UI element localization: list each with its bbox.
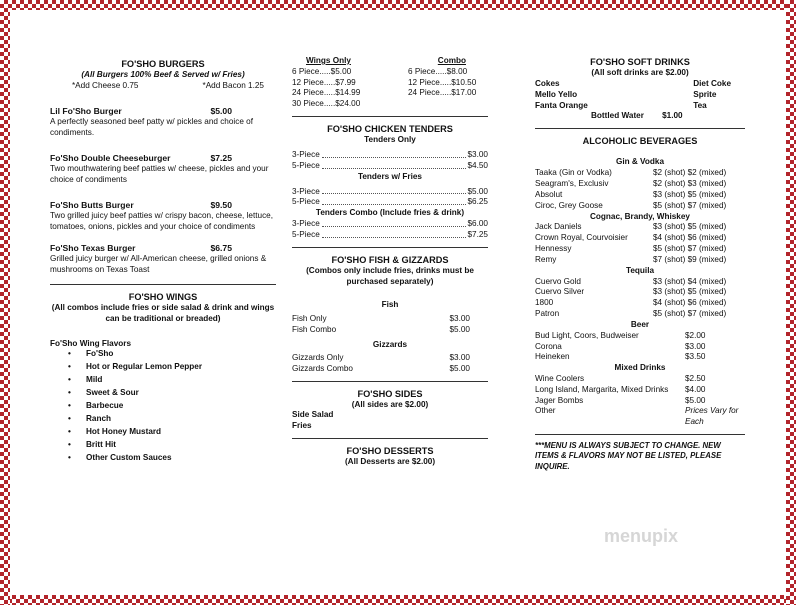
- burger-price: $5.00: [210, 105, 232, 116]
- burger-desc: Grilled juicy burger w/ All-American cheese, grilled onions & mushrooms on Texas Toast: [50, 254, 267, 274]
- row-label: Remy: [535, 254, 557, 264]
- wings-only-cell: 6 Piece.....$5.00: [292, 66, 352, 76]
- row-label: Other: [535, 406, 556, 416]
- table-row: [535, 244, 745, 255]
- row-price: $2.00: [685, 330, 706, 340]
- table-row: [292, 187, 488, 198]
- burger-item: [50, 106, 276, 139]
- list-item: • Barbecue: [60, 401, 276, 414]
- table-row: [292, 150, 488, 161]
- row-label: 1800: [535, 298, 554, 308]
- alcohol-section-name: Beer: [630, 319, 650, 329]
- table-row: [292, 161, 488, 172]
- table-row: [292, 99, 488, 110]
- table-row: [535, 374, 745, 385]
- row-label: Ciroc, Grey Goose: [535, 200, 603, 210]
- row-label: 5-Piece: [292, 160, 320, 170]
- row-label: Fish Only: [292, 314, 327, 324]
- fish-title: FO'SHO FISH & GIZZARDS: [331, 254, 449, 265]
- burger-desc: A perfectly seasoned beef patty w/ pickles and choice of condiments.: [50, 117, 253, 137]
- row-price: $2.50: [685, 373, 706, 383]
- row-label: 3-Piece: [292, 150, 320, 160]
- list-item: Mello Yello: [535, 89, 578, 99]
- row-price: $7 (shot) $9 (mixed): [653, 254, 727, 264]
- sides-subtitle: (All sides are $2.00): [351, 399, 429, 409]
- row-label: Crown Royal, Courvoisier: [535, 233, 628, 243]
- table-row: [292, 88, 488, 99]
- bottled-water: Bottled Water: [591, 111, 644, 121]
- checkered-border-bottom: [0, 595, 796, 605]
- list-item: • Hot Honey Mustard: [60, 427, 276, 440]
- table-row: [292, 230, 488, 241]
- add-cheese: *Add Cheese 0.75: [72, 80, 139, 90]
- divider: [535, 128, 745, 129]
- row-label: Gizzards Only: [292, 352, 344, 362]
- burger-item: [50, 243, 276, 276]
- row-label: Corona: [535, 341, 562, 351]
- sides-title: FO'SHO SIDES: [357, 388, 423, 399]
- row-price: $3.00: [685, 341, 706, 351]
- table-row: [535, 233, 745, 244]
- table-row: [292, 67, 488, 78]
- wing-price-table: [292, 67, 488, 110]
- row-label: Heineken: [535, 352, 570, 362]
- table-row: [535, 309, 745, 320]
- row-label: Patron: [535, 309, 560, 319]
- wings-only-cell: 30 Piece.....$24.00: [292, 99, 361, 109]
- column-left: [50, 14, 276, 466]
- list-item: Side Salad: [292, 410, 334, 420]
- checkered-border-left: [0, 0, 10, 605]
- row-price: $5.00: [449, 325, 470, 335]
- divider: [50, 284, 276, 285]
- table-row: [535, 255, 745, 266]
- bottled-water-row: [535, 111, 745, 122]
- wing-flavors-list: [60, 349, 276, 466]
- divider: [292, 116, 488, 117]
- combo-cell: 12 Piece.....$10.50: [408, 77, 477, 87]
- alcohol-section-name: Tequila: [625, 265, 655, 275]
- wings-only-header: Wings Only: [306, 56, 351, 65]
- row-label: Seagram's, Exclusiv: [535, 179, 609, 189]
- row-label: Hennessy: [535, 244, 572, 254]
- divider: [535, 434, 745, 435]
- tenders-group-name: Tenders w/ Fries: [357, 171, 422, 181]
- list-item: Sprite: [693, 89, 717, 99]
- soft-drinks-subtitle: (All soft drinks are $2.00): [591, 68, 689, 78]
- row-price: $3 (shot) $4 (mixed): [653, 276, 727, 286]
- table-row: [535, 406, 745, 428]
- row-price: $5 (shot) $7 (mixed): [653, 200, 727, 210]
- divider: [292, 247, 488, 248]
- list-item: Tea: [693, 100, 707, 110]
- row-price: $4.50: [467, 160, 488, 170]
- table-row: [535, 396, 745, 407]
- table-row: [535, 298, 745, 309]
- row-price: $3.00: [449, 352, 470, 362]
- row-price: $2 (shot) $2 (mixed): [653, 168, 727, 178]
- row-price: $5.00: [685, 395, 706, 405]
- desserts-title: FO'SHO DESSERTS: [346, 446, 434, 457]
- table-row: [292, 325, 488, 336]
- row-price: $3 (shot) $5 (mixed): [653, 287, 727, 297]
- alcohol-section-name: Gin & Vodka: [615, 157, 665, 167]
- row-label: Cuervo Silver: [535, 287, 585, 297]
- table-row: [292, 219, 488, 230]
- burgers-subtitle: (All Burgers 100% Beef & Served w/ Fries): [81, 70, 245, 80]
- wings-only-cell: 12 Piece.....$7.99: [292, 77, 356, 87]
- tenders-title: FO'SHO CHICKEN TENDERS: [327, 124, 453, 135]
- combo-cell: [390, 99, 488, 110]
- list-item: • Other Custom Sauces: [60, 453, 276, 466]
- row-label: Bud Light, Coors, Budweiser: [535, 330, 639, 340]
- burger-desc: Two grilled juicy beef patties w/ crispy bacon, cheese, lettuce, tomatoes, onions, pickles and your choice of condiments: [50, 211, 273, 231]
- table-row: [535, 352, 745, 363]
- row-label: 3-Piece: [292, 186, 320, 196]
- row-label: 3-Piece: [292, 219, 320, 229]
- burger-item: [50, 200, 276, 233]
- tenders-group-name: Tenders Combo (Include fries & drink): [315, 208, 465, 218]
- combo-header: Combo: [437, 56, 466, 65]
- table-row: [292, 197, 488, 208]
- row-price: $5.00: [467, 186, 488, 196]
- menu-notice: ***MENU IS ALWAYS SUBJECT TO CHANGE. NEW ITEMS & FLAVORS MAY NOT BE LISTED, PLEASE INQUIRE.: [535, 441, 722, 471]
- burger-price: $7.25: [210, 152, 232, 163]
- table-row: [535, 385, 745, 396]
- row-price: $4.00: [685, 384, 706, 394]
- bottled-water-price: $1.00: [662, 111, 683, 121]
- burger-name: Fo'Sho Texas Burger: [50, 242, 136, 253]
- row-label: Gizzards Combo: [292, 363, 353, 373]
- row-price: $5 (shot) $7 (mixed): [653, 309, 727, 319]
- burger-name: Fo'Sho Butts Burger: [50, 199, 134, 210]
- table-row: [292, 78, 488, 89]
- burger-price: $6.75: [210, 242, 232, 253]
- combo-cell: 24 Piece.....$17.00: [408, 88, 477, 98]
- row-label: Taaka (Gin or Vodka): [535, 168, 612, 178]
- row-label: Long Island, Margarita, Mixed Drinks: [535, 384, 669, 394]
- row-price: $4 (shot) $6 (mixed): [653, 298, 727, 308]
- list-item: Diet Coke: [693, 78, 731, 88]
- list-item: Cokes: [535, 78, 560, 88]
- row-price: $3 (shot) $5 (mixed): [653, 189, 727, 199]
- wing-price-headers: [292, 56, 488, 67]
- row-label: Jager Bombs: [535, 395, 584, 405]
- burger-item: [50, 153, 276, 186]
- wings-title: FO'SHO WINGS: [128, 291, 198, 302]
- wing-flavors-title: Fo'Sho Wing Flavors: [50, 338, 132, 348]
- table-row: [535, 201, 745, 212]
- row-price: $3.50: [685, 352, 706, 362]
- table-row: [535, 331, 745, 342]
- list-item: • Ranch: [60, 414, 276, 427]
- checkered-border-top: [0, 0, 796, 10]
- divider: [292, 381, 488, 382]
- gizzards-header: Gizzards: [372, 340, 408, 350]
- list-item: • Britt Hit: [60, 440, 276, 453]
- row-price: $6.00: [467, 219, 488, 229]
- alcohol-section-name: Cognac, Brandy, Whiskey: [590, 211, 690, 221]
- row-label: Cuervo Gold: [535, 276, 581, 286]
- table-row: [535, 222, 745, 233]
- alcohol-title: ALCOHOLIC BEVERAGES: [582, 136, 698, 147]
- burgers-title: FO'SHO BURGERS: [121, 59, 205, 69]
- row-price: $2 (shot) $3 (mixed): [653, 179, 727, 189]
- burger-name: Lil Fo'Sho Burger: [50, 105, 122, 116]
- row-price: $7.25: [467, 229, 488, 239]
- table-row: [535, 277, 745, 288]
- row-label: Fish Combo: [292, 325, 337, 335]
- row-price: $5 (shot) $7 (mixed): [653, 244, 727, 254]
- tenders-group-name: Tenders Only: [364, 135, 416, 145]
- list-item: • Sweet & Sour: [60, 388, 276, 401]
- list-item: Fanta Orange: [535, 100, 588, 110]
- table-row: [535, 287, 745, 298]
- table-row: [535, 190, 745, 201]
- list-item: Fries: [292, 421, 312, 431]
- table-row: [535, 342, 745, 353]
- combo-cell: 6 Piece.....$8.00: [408, 66, 468, 76]
- list-item: • Hot or Regular Lemon Pepper: [60, 362, 276, 375]
- fish-subtitle: (Combos only include fries, drinks must be purchased separately): [306, 265, 474, 286]
- row-label: Jack Daniels: [535, 222, 582, 232]
- row-price: $3.00: [467, 150, 488, 160]
- list-item: • Fo'Sho: [60, 349, 276, 362]
- row-price: $3 (shot) $5 (mixed): [653, 222, 727, 232]
- add-bacon: *Add Bacon 1.25: [202, 80, 264, 90]
- list-item: • Mild: [60, 375, 276, 388]
- divider: [292, 438, 488, 439]
- row-label: 5-Piece: [292, 197, 320, 207]
- column-middle: [292, 14, 488, 468]
- fish-header: Fish: [381, 299, 399, 309]
- row-label: 5-Piece: [292, 229, 320, 239]
- table-row: [292, 353, 488, 364]
- checkered-border-right: [786, 0, 796, 605]
- table-row: [535, 179, 745, 190]
- menupix-watermark: menupix: [603, 526, 678, 546]
- row-price: Prices Vary for Each: [685, 406, 739, 427]
- table-row: [292, 314, 488, 325]
- table-row: [292, 364, 488, 375]
- row-price: $3.00: [449, 314, 470, 324]
- column-right: [535, 14, 745, 472]
- desserts-subtitle: (All Desserts are $2.00): [344, 457, 436, 467]
- row-label: Wine Coolers: [535, 373, 585, 383]
- table-row: [535, 168, 745, 179]
- row-label: Absolut: [535, 189, 563, 199]
- wings-only-cell: 24 Piece.....$14.99: [292, 88, 361, 98]
- wings-subtitle: (All combos include fries or side salad & drink and wings can be traditional or breaded): [51, 302, 275, 323]
- burger-price: $9.50: [210, 199, 232, 210]
- row-price: $6.25: [467, 197, 488, 207]
- row-price: $4 (shot) $6 (mixed): [653, 233, 727, 243]
- alcohol-section-name: Mixed Drinks: [614, 363, 666, 373]
- burger-desc: Two mouthwatering beef patties w/ cheese, pickles and your choice of condiments: [50, 164, 269, 184]
- burger-addons: [50, 81, 276, 92]
- row-price: $5.00: [449, 363, 470, 373]
- soft-drinks-list: [535, 79, 745, 111]
- burger-name: Fo'Sho Double Cheeseburger: [50, 152, 171, 163]
- soft-drinks-title: FO'SHO SOFT DRINKS: [590, 57, 690, 67]
